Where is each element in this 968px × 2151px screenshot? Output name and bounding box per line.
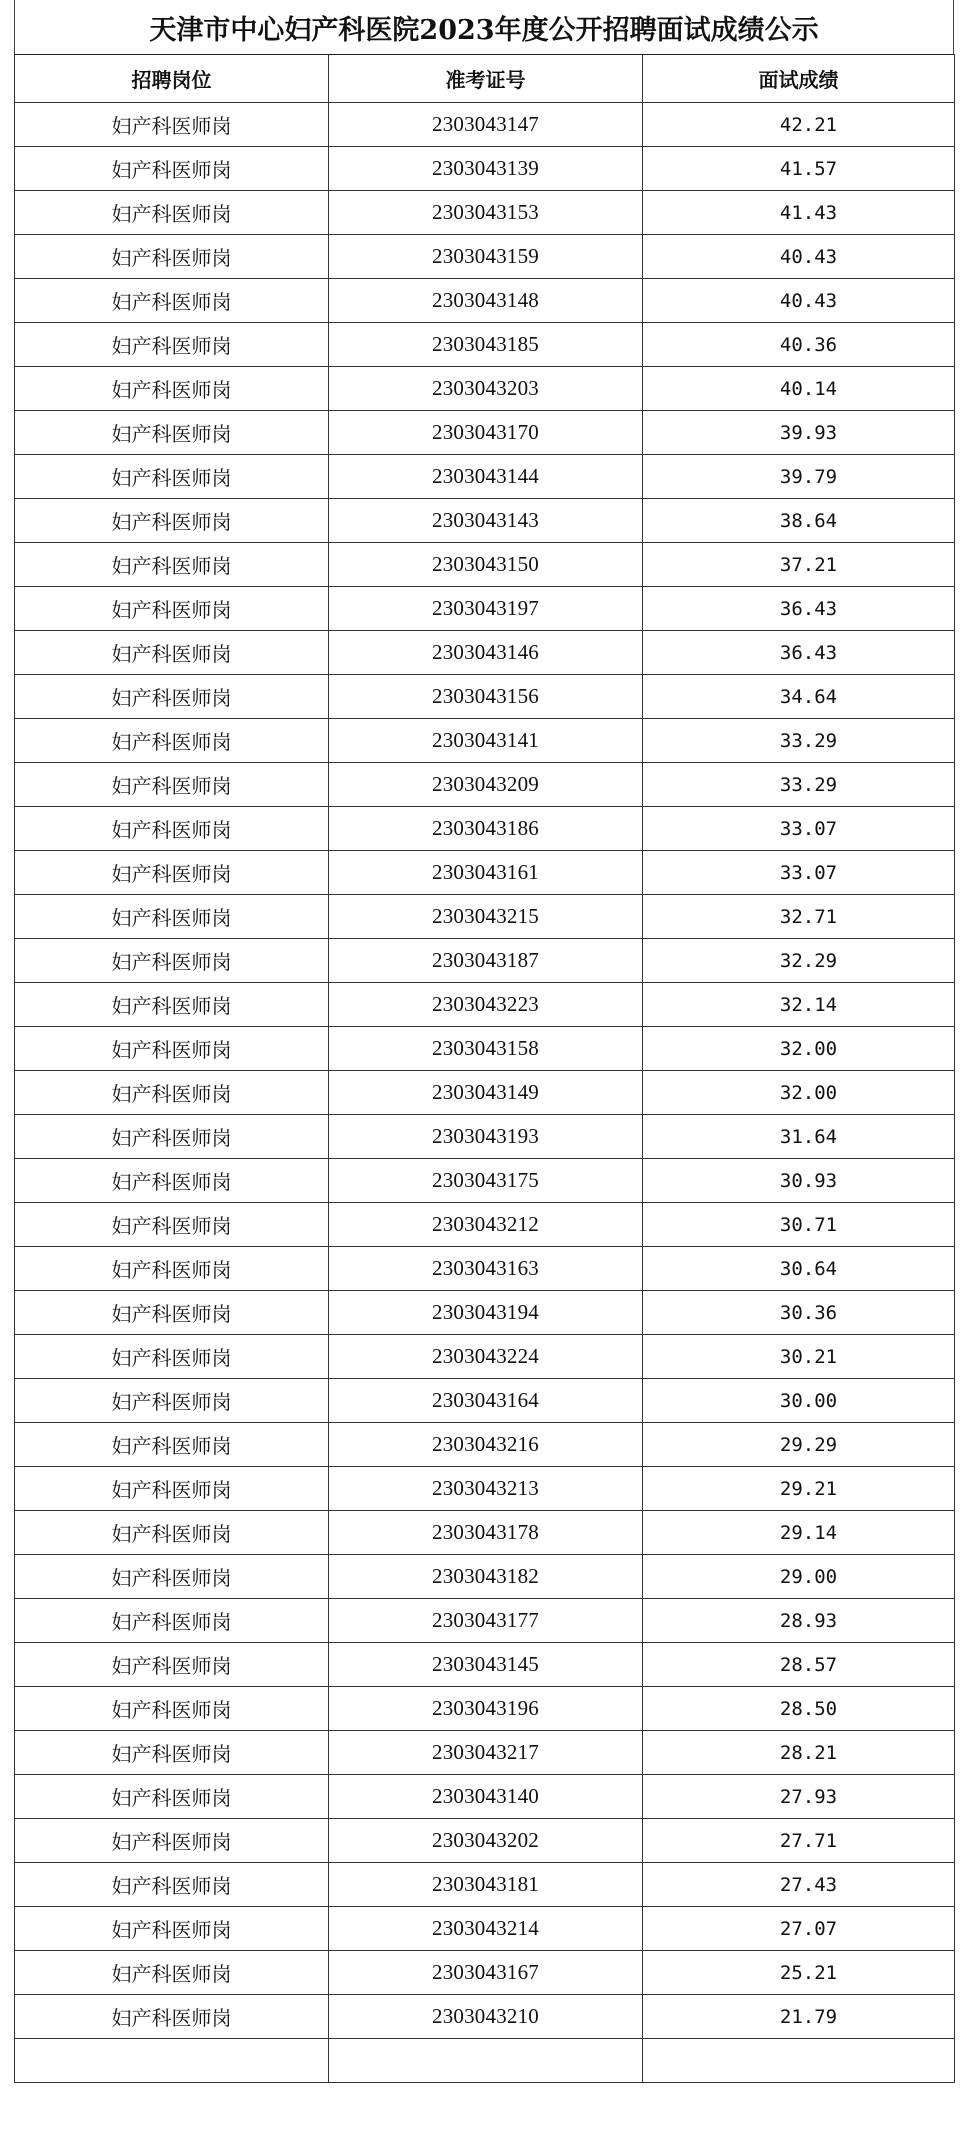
table-row <box>15 675 955 719</box>
cell-exam-number: 2303043187 <box>329 939 643 983</box>
cell-score: 41.57 <box>643 147 955 191</box>
table-row <box>15 1951 955 1995</box>
cell-score: 32.00 <box>643 1071 955 1115</box>
cell-exam-number: 2303043146 <box>329 631 643 675</box>
cell-score: 33.07 <box>643 807 955 851</box>
cell-position: 妇产科医师岗 <box>15 1379 329 1423</box>
cell-score: 30.64 <box>643 1247 955 1291</box>
table-row <box>15 1687 955 1731</box>
column-header-position: 招聘岗位 <box>15 55 329 103</box>
cell-exam-number: 2303043144 <box>329 455 643 499</box>
cell-position: 妇产科医师岗 <box>15 1599 329 1643</box>
cell-score: 40.36 <box>643 323 955 367</box>
cell-exam-number: 2303043215 <box>329 895 643 939</box>
cell-exam-number: 2303043158 <box>329 1027 643 1071</box>
cell-exam-number: 2303043167 <box>329 1951 643 1995</box>
cell-exam-number: 2303043140 <box>329 1775 643 1819</box>
score-sheet <box>14 0 954 2083</box>
cell-exam-number: 2303043197 <box>329 587 643 631</box>
cell-exam-number: 2303043139 <box>329 147 643 191</box>
cell-score: 39.79 <box>643 455 955 499</box>
cell-position: 妇产科医师岗 <box>15 763 329 807</box>
table-row <box>15 851 955 895</box>
cell-score: 32.71 <box>643 895 955 939</box>
cell-score: 42.21 <box>643 103 955 147</box>
cell-score: 39.93 <box>643 411 955 455</box>
cell-position: 妇产科医师岗 <box>15 103 329 147</box>
cell-position: 妇产科医师岗 <box>15 631 329 675</box>
cell-score: 32.29 <box>643 939 955 983</box>
cell-exam-number: 2303043202 <box>329 1819 643 1863</box>
cell-exam-number: 2303043159 <box>329 235 643 279</box>
cell-position: 妇产科医师岗 <box>15 1115 329 1159</box>
cell-score: 27.93 <box>643 1775 955 1819</box>
table-row <box>15 1731 955 1775</box>
table-row <box>15 1291 955 1335</box>
cell-score: 29.21 <box>643 1467 955 1511</box>
table-row <box>15 1423 955 1467</box>
table-row <box>15 411 955 455</box>
cell-score: 32.00 <box>643 1027 955 1071</box>
table-row <box>15 587 955 631</box>
cell-score: 37.21 <box>643 543 955 587</box>
cell-position: 妇产科医师岗 <box>15 807 329 851</box>
cell-position: 妇产科医师岗 <box>15 1687 329 1731</box>
cell-position: 妇产科医师岗 <box>15 1203 329 1247</box>
cell-position: 妇产科医师岗 <box>15 851 329 895</box>
cell-position <box>15 2039 329 2083</box>
table-row <box>15 279 955 323</box>
table-row <box>15 1071 955 1115</box>
table-row <box>15 323 955 367</box>
cell-exam-number: 2303043223 <box>329 983 643 1027</box>
table-body <box>15 103 955 2083</box>
cell-score: 36.43 <box>643 587 955 631</box>
cell-exam-number: 2303043203 <box>329 367 643 411</box>
table-row <box>15 1467 955 1511</box>
cell-position: 妇产科医师岗 <box>15 1731 329 1775</box>
cell-exam-number: 2303043214 <box>329 1907 643 1951</box>
cell-exam-number: 2303043212 <box>329 1203 643 1247</box>
table-row <box>15 763 955 807</box>
cell-score: 40.43 <box>643 279 955 323</box>
table-row <box>15 1027 955 1071</box>
table-row <box>15 1115 955 1159</box>
cell-position: 妇产科医师岗 <box>15 323 329 367</box>
cell-exam-number: 2303043210 <box>329 1995 643 2039</box>
cell-position: 妇产科医师岗 <box>15 455 329 499</box>
cell-position: 妇产科医师岗 <box>15 895 329 939</box>
cell-position: 妇产科医师岗 <box>15 1159 329 1203</box>
table-row <box>15 1379 955 1423</box>
cell-exam-number: 2303043149 <box>329 1071 643 1115</box>
cell-position: 妇产科医师岗 <box>15 1423 329 1467</box>
table-row <box>15 1643 955 1687</box>
table-row <box>15 103 955 147</box>
cell-position: 妇产科医师岗 <box>15 1951 329 1995</box>
cell-score: 30.93 <box>643 1159 955 1203</box>
table-row <box>15 191 955 235</box>
cell-position: 妇产科医师岗 <box>15 411 329 455</box>
header-row <box>15 55 955 103</box>
table-row <box>15 1555 955 1599</box>
cell-score: 31.64 <box>643 1115 955 1159</box>
cell-score: 40.43 <box>643 235 955 279</box>
cell-position: 妇产科医师岗 <box>15 279 329 323</box>
cell-score: 28.50 <box>643 1687 955 1731</box>
table-row <box>15 631 955 675</box>
cell-position: 妇产科医师岗 <box>15 1555 329 1599</box>
cell-exam-number: 2303043170 <box>329 411 643 455</box>
cell-exam-number: 2303043153 <box>329 191 643 235</box>
table-row <box>15 1819 955 1863</box>
cell-score: 30.21 <box>643 1335 955 1379</box>
cell-position: 妇产科医师岗 <box>15 1643 329 1687</box>
cell-position: 妇产科医师岗 <box>15 587 329 631</box>
table-row <box>15 147 955 191</box>
cell-exam-number: 2303043217 <box>329 1731 643 1775</box>
cell-score: 33.29 <box>643 719 955 763</box>
cell-score: 34.64 <box>643 675 955 719</box>
cell-score: 27.71 <box>643 1819 955 1863</box>
cell-score: 29.14 <box>643 1511 955 1555</box>
cell-exam-number: 2303043193 <box>329 1115 643 1159</box>
cell-position: 妇产科医师岗 <box>15 367 329 411</box>
table-row <box>15 719 955 763</box>
table-row <box>15 1203 955 1247</box>
cell-score: 28.21 <box>643 1731 955 1775</box>
cell-exam-number: 2303043150 <box>329 543 643 587</box>
cell-position: 妇产科医师岗 <box>15 543 329 587</box>
cell-position: 妇产科医师岗 <box>15 1291 329 1335</box>
table-row <box>15 235 955 279</box>
cell-exam-number: 2303043164 <box>329 1379 643 1423</box>
cell-score: 28.57 <box>643 1643 955 1687</box>
cell-score: 29.00 <box>643 1555 955 1599</box>
cell-position: 妇产科医师岗 <box>15 1335 329 1379</box>
table-row <box>15 367 955 411</box>
cell-position: 妇产科医师岗 <box>15 983 329 1027</box>
cell-position: 妇产科医师岗 <box>15 1819 329 1863</box>
table-header <box>15 55 955 103</box>
table-row <box>15 1511 955 1555</box>
table-row <box>15 807 955 851</box>
cell-exam-number: 2303043163 <box>329 1247 643 1291</box>
cell-exam-number: 2303043148 <box>329 279 643 323</box>
cell-score: 30.36 <box>643 1291 955 1335</box>
cell-position: 妇产科医师岗 <box>15 719 329 763</box>
cell-position: 妇产科医师岗 <box>15 147 329 191</box>
cell-exam-number: 2303043177 <box>329 1599 643 1643</box>
cell-exam-number: 2303043185 <box>329 323 643 367</box>
cell-score: 32.14 <box>643 983 955 1027</box>
cell-exam-number: 2303043178 <box>329 1511 643 1555</box>
cell-score: 25.21 <box>643 1951 955 1995</box>
cell-position: 妇产科医师岗 <box>15 675 329 719</box>
cell-score: 30.71 <box>643 1203 955 1247</box>
table-row <box>15 499 955 543</box>
table-row <box>15 455 955 499</box>
cell-position: 妇产科医师岗 <box>15 1027 329 1071</box>
score-table <box>14 54 955 2083</box>
table-row <box>15 895 955 939</box>
cell-exam-number: 2303043161 <box>329 851 643 895</box>
cell-exam-number: 2303043175 <box>329 1159 643 1203</box>
cell-exam-number: 2303043147 <box>329 103 643 147</box>
cell-position: 妇产科医师岗 <box>15 499 329 543</box>
cell-position: 妇产科医师岗 <box>15 1467 329 1511</box>
table-row <box>15 1907 955 1951</box>
table-row <box>15 1335 955 1379</box>
table-row <box>15 983 955 1027</box>
cell-score: 40.14 <box>643 367 955 411</box>
cell-exam-number: 2303043141 <box>329 719 643 763</box>
cell-score: 36.43 <box>643 631 955 675</box>
cell-position: 妇产科医师岗 <box>15 1511 329 1555</box>
cell-exam-number: 2303043209 <box>329 763 643 807</box>
cell-score: 41.43 <box>643 191 955 235</box>
cell-exam-number: 2303043196 <box>329 1687 643 1731</box>
table-row <box>15 1775 955 1819</box>
cell-score: 27.07 <box>643 1907 955 1951</box>
cell-exam-number: 2303043145 <box>329 1643 643 1687</box>
column-header-exam-number: 准考证号 <box>329 55 643 103</box>
table-row <box>15 543 955 587</box>
cell-position: 妇产科医师岗 <box>15 1907 329 1951</box>
cell-exam-number: 2303043181 <box>329 1863 643 1907</box>
cell-score: 27.43 <box>643 1863 955 1907</box>
table-row <box>15 1159 955 1203</box>
table-row <box>15 1995 955 2039</box>
cell-exam-number: 2303043156 <box>329 675 643 719</box>
cell-exam-number: 2303043186 <box>329 807 643 851</box>
cell-exam-number: 2303043213 <box>329 1467 643 1511</box>
cell-position: 妇产科医师岗 <box>15 1071 329 1115</box>
cell-score: 29.29 <box>643 1423 955 1467</box>
cell-position: 妇产科医师岗 <box>15 235 329 279</box>
cell-exam-number <box>329 2039 643 2083</box>
cell-position: 妇产科医师岗 <box>15 191 329 235</box>
cell-position: 妇产科医师岗 <box>15 939 329 983</box>
cell-exam-number: 2303043143 <box>329 499 643 543</box>
cell-score <box>643 2039 955 2083</box>
cell-score: 30.00 <box>643 1379 955 1423</box>
document-title: 天津市中心妇产科医院2023年度公开招聘面试成绩公示 <box>14 0 954 54</box>
cell-position: 妇产科医师岗 <box>15 1775 329 1819</box>
cell-score: 21.79 <box>643 1995 955 2039</box>
cell-position: 妇产科医师岗 <box>15 1995 329 2039</box>
table-row <box>15 1599 955 1643</box>
column-header-score: 面试成绩 <box>643 55 955 103</box>
cell-position: 妇产科医师岗 <box>15 1247 329 1291</box>
cell-score: 38.64 <box>643 499 955 543</box>
cell-exam-number: 2303043194 <box>329 1291 643 1335</box>
cell-exam-number: 2303043224 <box>329 1335 643 1379</box>
table-row <box>15 1863 955 1907</box>
table-row <box>15 939 955 983</box>
cell-score: 28.93 <box>643 1599 955 1643</box>
table-row <box>15 1247 955 1291</box>
cell-score: 33.29 <box>643 763 955 807</box>
cell-exam-number: 2303043216 <box>329 1423 643 1467</box>
table-row <box>15 2039 955 2083</box>
cell-position: 妇产科医师岗 <box>15 1863 329 1907</box>
cell-exam-number: 2303043182 <box>329 1555 643 1599</box>
cell-score: 33.07 <box>643 851 955 895</box>
